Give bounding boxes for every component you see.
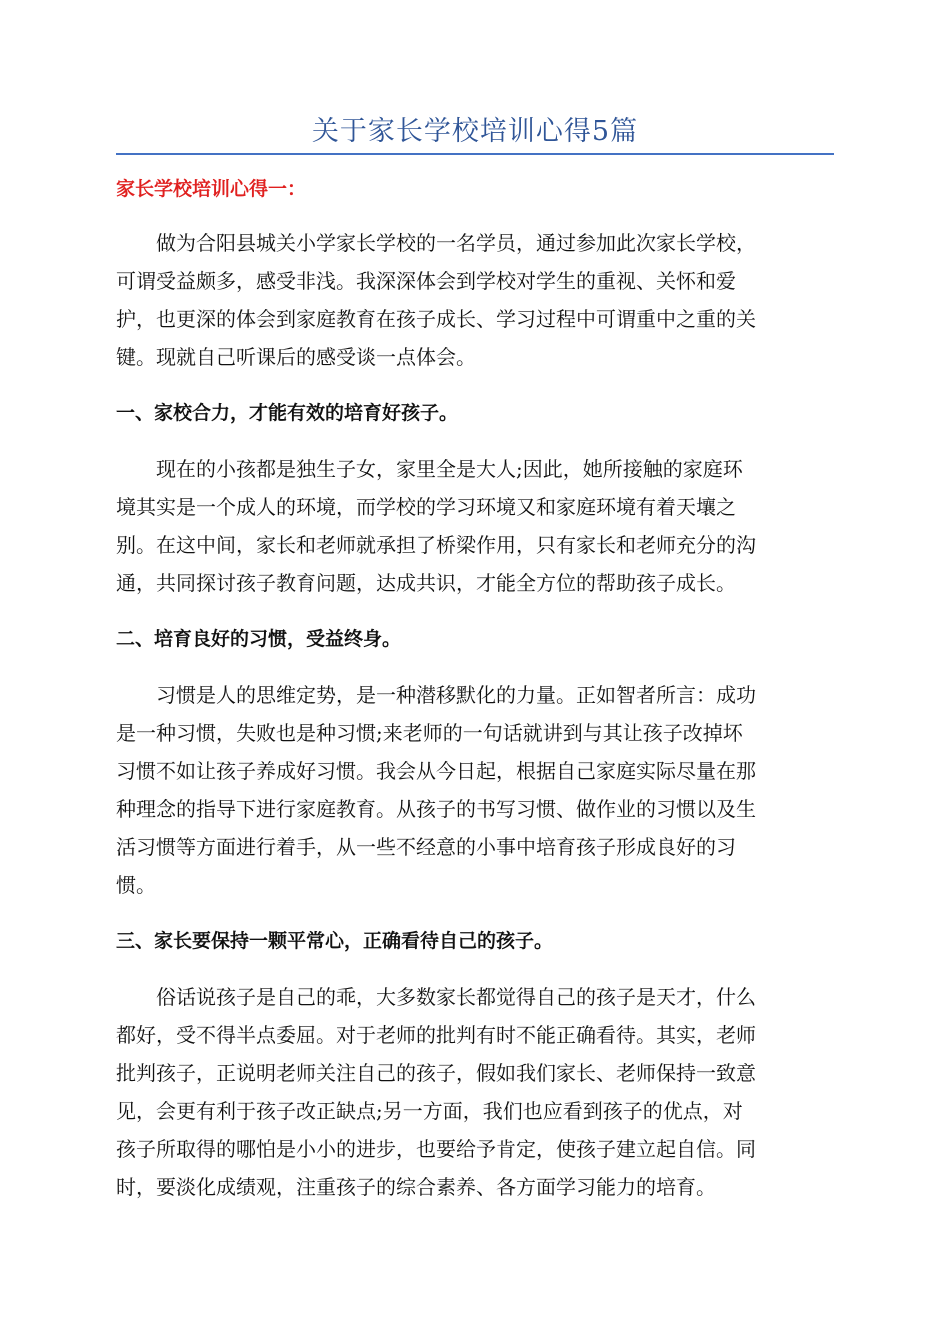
paragraph-line: 都好，受不得半点委屈。对于老师的批判有时不能正确看待。其实，老师 xyxy=(116,1023,756,1047)
paragraph-line: 批判孩子，正说明老师关注自己的孩子，假如我们家长、老师保持一致意 xyxy=(116,1061,756,1085)
paragraph-line: 活习惯等方面进行着手，从一些不经意的小事中培育孩子形成良好的习 xyxy=(116,835,736,859)
paragraph-line: 境其实是一个成人的环境，而学校的学习环境又和家庭环境有着天壤之 xyxy=(116,495,736,519)
point-heading-3: 三、家长要保持一颗平常心，正确看待自己的孩子。 xyxy=(116,930,554,952)
section-heading: 家长学校培训心得一： xyxy=(116,178,307,200)
title-underline xyxy=(116,153,834,155)
paragraph-line: 时，要淡化成绩观，注重孩子的综合素养、各方面学习能力的培育。 xyxy=(116,1175,716,1199)
paragraph-line: 做为合阳县城关小学家长学校的一名学员，通过参加此次家长学校， xyxy=(156,231,756,255)
point-heading-2: 二、培育良好的习惯，受益终身。 xyxy=(116,628,402,650)
document-title: 关于家长学校培训心得5篇 xyxy=(311,116,639,147)
paragraph-line: 见，会更有利于孩子改正缺点;另一方面，我们也应看到孩子的优点，对 xyxy=(116,1099,743,1123)
paragraph-line: 孩子所取得的哪怕是小小的进步，也要给予肯定，使孩子建立起自信。同 xyxy=(116,1137,756,1161)
paragraph-line: 习惯是人的思维定势，是一种潜移默化的力量。正如智者所言：成功 xyxy=(156,683,756,707)
paragraph-line: 是一种习惯，失败也是种习惯;来老师的一句话就讲到与其让孩子改掉坏 xyxy=(116,721,743,745)
point-paragraph-1 xyxy=(116,450,834,602)
paragraph-line: 护，也更深的体会到家庭教育在孩子成长、学习过程中可谓重中之重的关 xyxy=(116,307,756,331)
paragraph-line: 现在的小孩都是独生子女，家里全是大人;因此，她所接触的家庭环 xyxy=(156,457,743,481)
paragraph-line: 种理念的指导下进行家庭教育。从孩子的书写习惯、做作业的习惯以及生 xyxy=(116,797,756,821)
paragraph-line: 习惯不如让孩子养成好习惯。我会从今日起，根据自己家庭实际尽量在那 xyxy=(116,759,756,783)
paragraph-line: 惯。 xyxy=(116,873,156,897)
paragraph-line: 别。在这中间，家长和老师就承担了桥梁作用，只有家长和老师充分的沟 xyxy=(116,533,756,557)
point-heading-1: 一、家校合力，才能有效的培育好孩子。 xyxy=(116,402,459,424)
point-paragraph-2 xyxy=(116,676,834,904)
paragraph-line: 可谓受益颇多，感受非浅。我深深体会到学校对学生的重视、关怀和爱 xyxy=(116,269,736,293)
point-paragraph-3 xyxy=(116,978,834,1206)
paragraph-line: 俗话说孩子是自己的乖，大多数家长都觉得自己的孩子是天才，什么 xyxy=(156,985,756,1009)
document-body xyxy=(116,174,834,1228)
intro-paragraph xyxy=(116,224,834,376)
paragraph-line: 键。现就自己听课后的感受谈一点体会。 xyxy=(116,345,476,369)
paragraph-line: 通，共同探讨孩子教育问题，达成共识，才能全方位的帮助孩子成长。 xyxy=(116,571,736,595)
